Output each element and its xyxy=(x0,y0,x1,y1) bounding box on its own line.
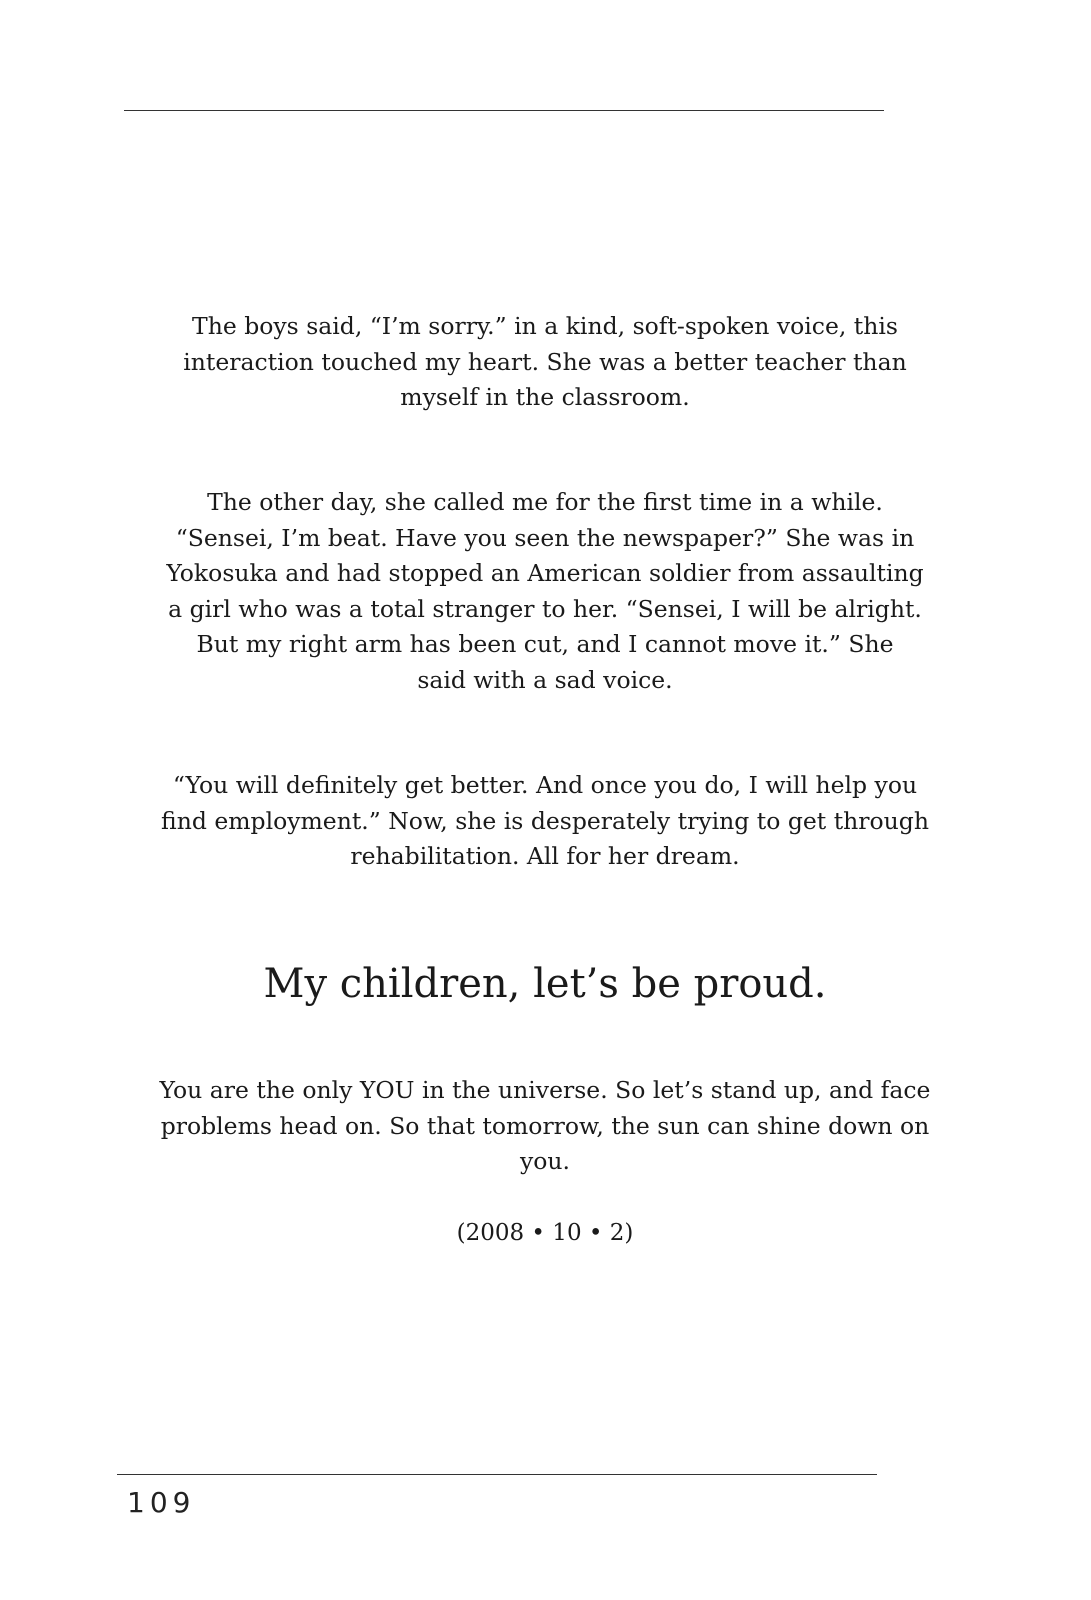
text-line: The boys said, “I’m sorry.” in a kind, soft-spoken voice, this xyxy=(192,312,898,340)
text-line: you. xyxy=(519,1147,571,1175)
text-line: interaction touched my heart. She was a better teacher than xyxy=(183,347,907,376)
text-line: You are the only YOU in the universe. So let’s stand up, and face xyxy=(159,1076,931,1104)
text-line: Yokosuka and had stopped an American soldier from assaulting xyxy=(166,559,924,587)
date-stamp: (2008 • 10 • 2) xyxy=(456,1220,634,1246)
text-line: “Sensei, I’m beat. Have you seen the newspaper?” She was in xyxy=(175,523,915,552)
paragraph-apology xyxy=(130,309,960,416)
bottom-rule xyxy=(117,1474,877,1475)
section-heading: My children, let’s be proud. xyxy=(263,961,827,1007)
text-line: The other day, she called me for the first time in a while. xyxy=(207,488,883,516)
text-line: a girl who was a total stranger to her. “Sensei, I will be alright. xyxy=(168,594,922,623)
text-line: But my right arm has been cut, and I cannot move it.” She xyxy=(196,630,894,658)
text-line: said with a sad voice. xyxy=(417,665,673,694)
text-line: find employment.” Now, she is desperately trying to get through xyxy=(161,806,929,835)
paragraph-phone-call xyxy=(130,485,960,698)
paragraph-closing xyxy=(130,1073,960,1180)
text-line: rehabilitation. All for her dream. xyxy=(350,842,740,870)
text-line: “You will definitely get better. And once you do, I will help you xyxy=(172,771,918,799)
text-line: myself in the classroom. xyxy=(400,383,690,411)
top-rule xyxy=(124,110,884,111)
paragraph-encouragement xyxy=(130,768,960,875)
text-line: problems head on. So that tomorrow, the sun can shine down on xyxy=(160,1111,930,1140)
page-number: 109 xyxy=(127,1486,196,1519)
